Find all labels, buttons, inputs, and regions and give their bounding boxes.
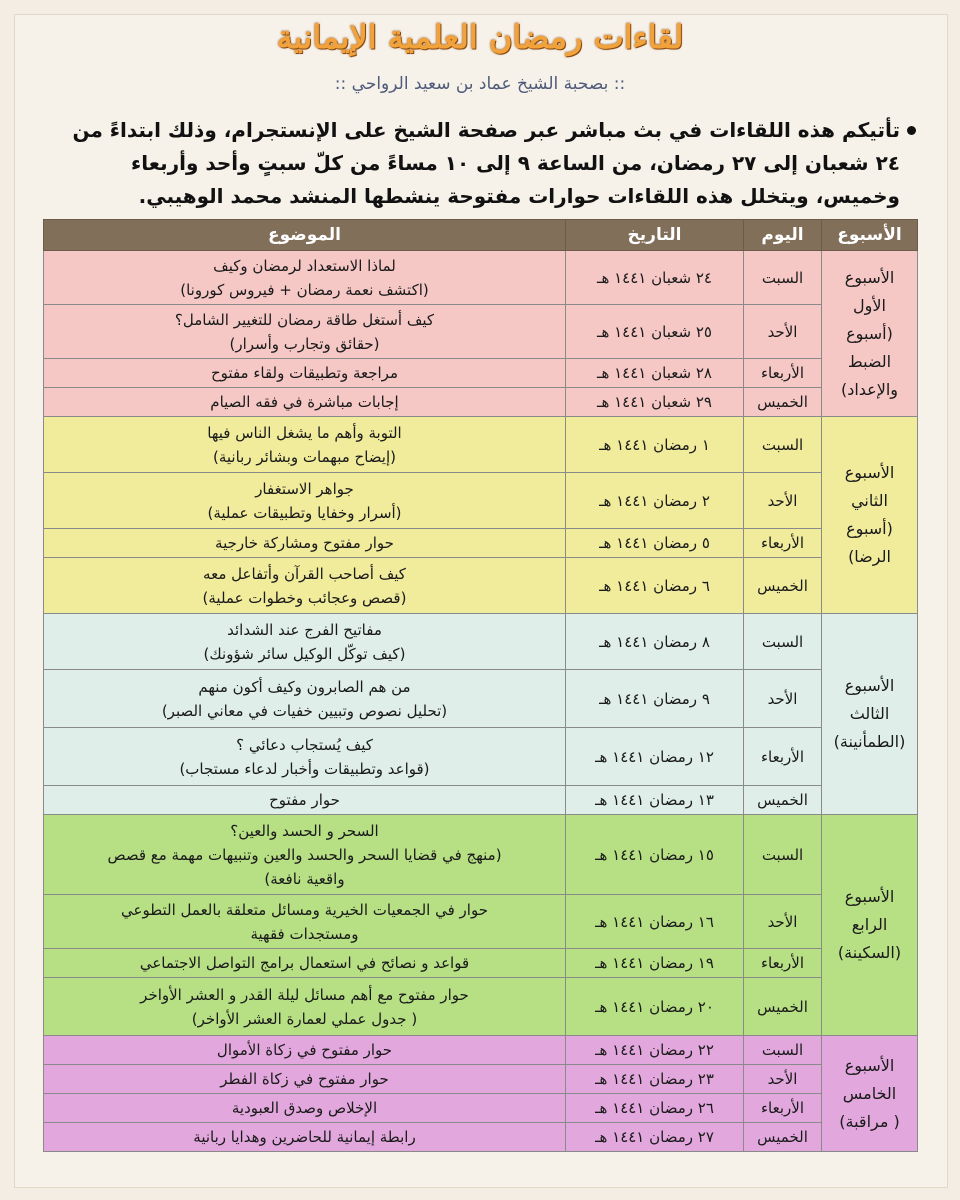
table-row — [44, 359, 918, 388]
date-cell: ٢٢ رمضان ١٤٤١ هـ — [566, 1036, 744, 1065]
table-row — [44, 670, 918, 728]
topic-line: قواعد و نصائح في استعمال برامج التواصل الاجتماعي — [139, 954, 470, 972]
date-cell: ٢٥ شعبان ١٤٤١ هـ — [566, 305, 744, 359]
topic-cell — [44, 895, 566, 949]
date-cell: ٦ رمضان ١٤٤١ هـ — [566, 558, 744, 614]
intro-paragraph: تأتيكم هذه اللقاءات في بث مباشر عبر صفحة الشيخ على الإنستجرام، وذلك ابتداءً من ٢٤ شعبان إلى ٢٧ رمضان، من الساعة ٩ إلى ١٠ مساءً من كلّ سبتٍ وأحد وأربعاء وخميس، ويتخلل هذه اللقاءات حوارات مفتوحة ينشطها المنشد محمد الوهيبي. — [72, 118, 900, 208]
table-row — [44, 978, 918, 1036]
topic-cell — [44, 558, 566, 614]
date-cell: ٢٧ رمضان ١٤٤١ هـ — [566, 1123, 744, 1152]
day-cell: الخميس — [744, 978, 822, 1036]
topic-line: التوبة وأهم ما يشغل الناس فيها — [207, 423, 402, 442]
table-row — [44, 614, 918, 670]
day-cell: الأربعاء — [744, 359, 822, 388]
table-row — [44, 895, 918, 949]
date-cell: ١٥ رمضان ١٤٤١ هـ — [566, 815, 744, 895]
topic-line: (منهج في قضايا السحر والحسد والعين وتنبيهات مهمة مع قصص — [107, 845, 502, 864]
topic-line: حوار مفتوح في زكاة الأموال — [216, 1041, 393, 1059]
topic-line: (تحليل نصوص وتبيين خفيات في معاني الصبر) — [161, 701, 448, 720]
day-cell: الأحد — [744, 670, 822, 728]
date-cell: ٥ رمضان ١٤٤١ هـ — [566, 529, 744, 558]
header-week: الأسبوع — [822, 220, 918, 251]
topic-line: كيف يُستجاب دعائي ؟ — [236, 735, 373, 754]
topic-line: واقعية نافعة) — [264, 869, 345, 888]
table-row — [44, 1065, 918, 1094]
topic-cell — [44, 359, 566, 388]
topic-cell — [44, 614, 566, 670]
day-cell: الأحد — [744, 473, 822, 529]
topic-cell — [44, 815, 566, 895]
bullet-icon — [907, 126, 916, 135]
schedule-table — [43, 219, 918, 1152]
day-cell: الأربعاء — [744, 949, 822, 978]
date-cell: ١٢ رمضان ١٤٤١ هـ — [566, 728, 744, 786]
week-label-line: ( مراقبة) — [839, 1111, 900, 1131]
topic-cell — [44, 728, 566, 786]
week-label-line: الأول — [853, 295, 886, 315]
topic-cell — [44, 670, 566, 728]
topic-line: حوار مفتوح مع أهم مسائل ليلة القدر و العشر الأواخر — [140, 985, 469, 1004]
date-cell: ٢٩ شعبان ١٤٤١ هـ — [566, 388, 744, 417]
week-label-line: الثالث — [849, 704, 890, 723]
topic-line: مفاتيح الفرج عند الشدائد — [227, 620, 382, 639]
table-row — [44, 473, 918, 529]
date-cell: ٩ رمضان ١٤٤١ هـ — [566, 670, 744, 728]
header-date: التاريخ — [566, 220, 744, 251]
week-label-line: الأسبوع — [844, 676, 895, 695]
topic-cell — [44, 473, 566, 529]
date-cell: ١٩ رمضان ١٤٤١ هـ — [566, 949, 744, 978]
day-cell: الأربعاء — [744, 1094, 822, 1123]
topic-line: حوار في الجمعيات الخيرية ومسائل متعلقة بالعمل التطوعي — [121, 900, 488, 919]
week-label — [822, 614, 918, 815]
table-row — [44, 1123, 918, 1152]
table-row — [44, 305, 918, 359]
topic-line: السحر و الحسد والعين؟ — [230, 821, 379, 840]
day-cell: الخميس — [744, 786, 822, 815]
topic-cell — [44, 1036, 566, 1065]
topic-line: (أسرار وخفايا وتطبيقات عملية) — [207, 503, 402, 522]
table-row — [44, 949, 918, 978]
table-row — [44, 1036, 918, 1065]
table-row — [44, 417, 918, 473]
day-cell: الخميس — [744, 1123, 822, 1152]
week-label-line: الأسبوع — [844, 1055, 895, 1075]
date-cell: ٨ رمضان ١٤٤١ هـ — [566, 614, 744, 670]
table-row — [44, 558, 918, 614]
day-cell: الأربعاء — [744, 728, 822, 786]
topic-line: لماذا الاستعداد لرمضان وكيف — [213, 256, 396, 275]
date-cell: ١٣ رمضان ١٤٤١ هـ — [566, 786, 744, 815]
date-cell: ٢ رمضان ١٤٤١ هـ — [566, 473, 744, 529]
table-row — [44, 786, 918, 815]
topic-cell — [44, 1123, 566, 1152]
date-cell: ١ رمضان ١٤٤١ هـ — [566, 417, 744, 473]
week-label-line: الثاني — [851, 491, 888, 510]
topic-line: (قواعد وتطبيقات وأخبار لدعاء مستجاب) — [179, 759, 430, 778]
table-row — [44, 728, 918, 786]
header-day: اليوم — [744, 220, 822, 251]
topic-cell — [44, 388, 566, 417]
table-row — [44, 251, 918, 305]
topic-cell — [44, 786, 566, 815]
topic-line: جواهر الاستغفار — [255, 479, 354, 498]
header-topic: الموضوع — [44, 220, 566, 251]
topic-line: (حقائق وتجارب وأسرار) — [229, 334, 380, 353]
topic-line: حوار مفتوح ومشاركة خارجية — [215, 534, 394, 552]
topic-line: كيف أستغل طاقة رمضان للتغيير الشامل؟ — [174, 310, 435, 329]
week-label — [822, 417, 918, 614]
topic-line: (اكتشف نعمة رمضان + فيروس كورونا) — [180, 280, 429, 299]
day-cell: الأحد — [744, 305, 822, 359]
topic-line: حوار مفتوح — [269, 791, 340, 809]
topic-cell — [44, 417, 566, 473]
week-label — [822, 251, 918, 417]
week-label — [822, 1036, 918, 1152]
date-cell: ٢٠ رمضان ١٤٤١ هـ — [566, 978, 744, 1036]
topic-line: كيف أصاحب القرآن وأتفاعل معه — [203, 564, 406, 583]
topic-line: (إيضاح مبهمات وبشائر ربانية) — [212, 447, 396, 466]
topic-line: إجابات مباشرة في فقه الصيام — [210, 393, 399, 411]
topic-cell — [44, 305, 566, 359]
topic-cell — [44, 1065, 566, 1094]
table-row — [44, 815, 918, 895]
day-cell: الأحد — [744, 895, 822, 949]
table-row — [44, 388, 918, 417]
day-cell: السبت — [744, 815, 822, 895]
date-cell: ٢٣ رمضان ١٤٤١ هـ — [566, 1065, 744, 1094]
week-label-line: الأسبوع — [844, 463, 895, 482]
date-cell: ٢٦ رمضان ١٤٤١ هـ — [566, 1094, 744, 1123]
week-label-line: (أسبوع — [846, 323, 893, 343]
week-label-line: والإعداد) — [840, 379, 899, 399]
day-cell: السبت — [744, 251, 822, 305]
table-header-row — [44, 220, 918, 251]
day-cell: السبت — [744, 1036, 822, 1065]
table-row — [44, 1094, 918, 1123]
topic-cell — [44, 949, 566, 978]
date-cell: ٢٤ شعبان ١٤٤١ هـ — [566, 251, 744, 305]
topic-cell — [44, 251, 566, 305]
topic-line: (كيف توكّل الوكيل سائر شؤونك) — [203, 644, 406, 663]
week-label-line: الأسبوع — [844, 267, 895, 287]
topic-line: ( جدول عملي لعمارة العشر الأواخر) — [191, 1009, 418, 1028]
day-cell: الخميس — [744, 388, 822, 417]
date-cell: ٢٨ شعبان ١٤٤١ هـ — [566, 359, 744, 388]
week-label-line: (الطمأنينة) — [833, 732, 906, 751]
day-cell: الأحد — [744, 1065, 822, 1094]
topic-cell — [44, 978, 566, 1036]
week-label-line: (السكينة) — [837, 943, 902, 962]
week-label-line: الرضا) — [848, 547, 891, 566]
page-title: لقاءات رمضان العلمية الإيمانية — [276, 18, 684, 56]
table-row — [44, 529, 918, 558]
topic-line: من هم الصابرون وكيف أكون منهم — [198, 677, 411, 696]
topic-line: ومستجدات فقهية — [250, 924, 359, 943]
topic-line: رابطة إيمانية للحاضرين وهدايا ربانية — [193, 1128, 416, 1146]
topic-line: مراجعة وتطبيقات ولقاء مفتوح — [211, 364, 398, 382]
week-label-line: (أسبوع — [846, 519, 893, 538]
topic-line: (قصص وعجائب وخطوات عملية) — [202, 588, 407, 607]
schedule-body — [44, 251, 918, 1152]
week-label — [822, 815, 918, 1036]
day-cell: الأربعاء — [744, 529, 822, 558]
week-label-line: الرابع — [851, 915, 888, 934]
topic-cell — [44, 1094, 566, 1123]
page-subtitle: :: بصحبة الشيخ عماد بن سعيد الرواحي :: — [334, 74, 626, 94]
day-cell: السبت — [744, 417, 822, 473]
date-cell: ١٦ رمضان ١٤٤١ هـ — [566, 895, 744, 949]
week-label-line: الضبط — [847, 351, 892, 371]
week-label-line: الأسبوع — [844, 887, 895, 906]
topic-cell — [44, 529, 566, 558]
topic-line: حوار مفتوح في زكاة الفطر — [220, 1070, 389, 1088]
day-cell: الخميس — [744, 558, 822, 614]
day-cell: السبت — [744, 614, 822, 670]
week-label-line: الخامس — [842, 1083, 897, 1103]
topic-line: الإخلاص وصدق العبودية — [231, 1099, 378, 1117]
